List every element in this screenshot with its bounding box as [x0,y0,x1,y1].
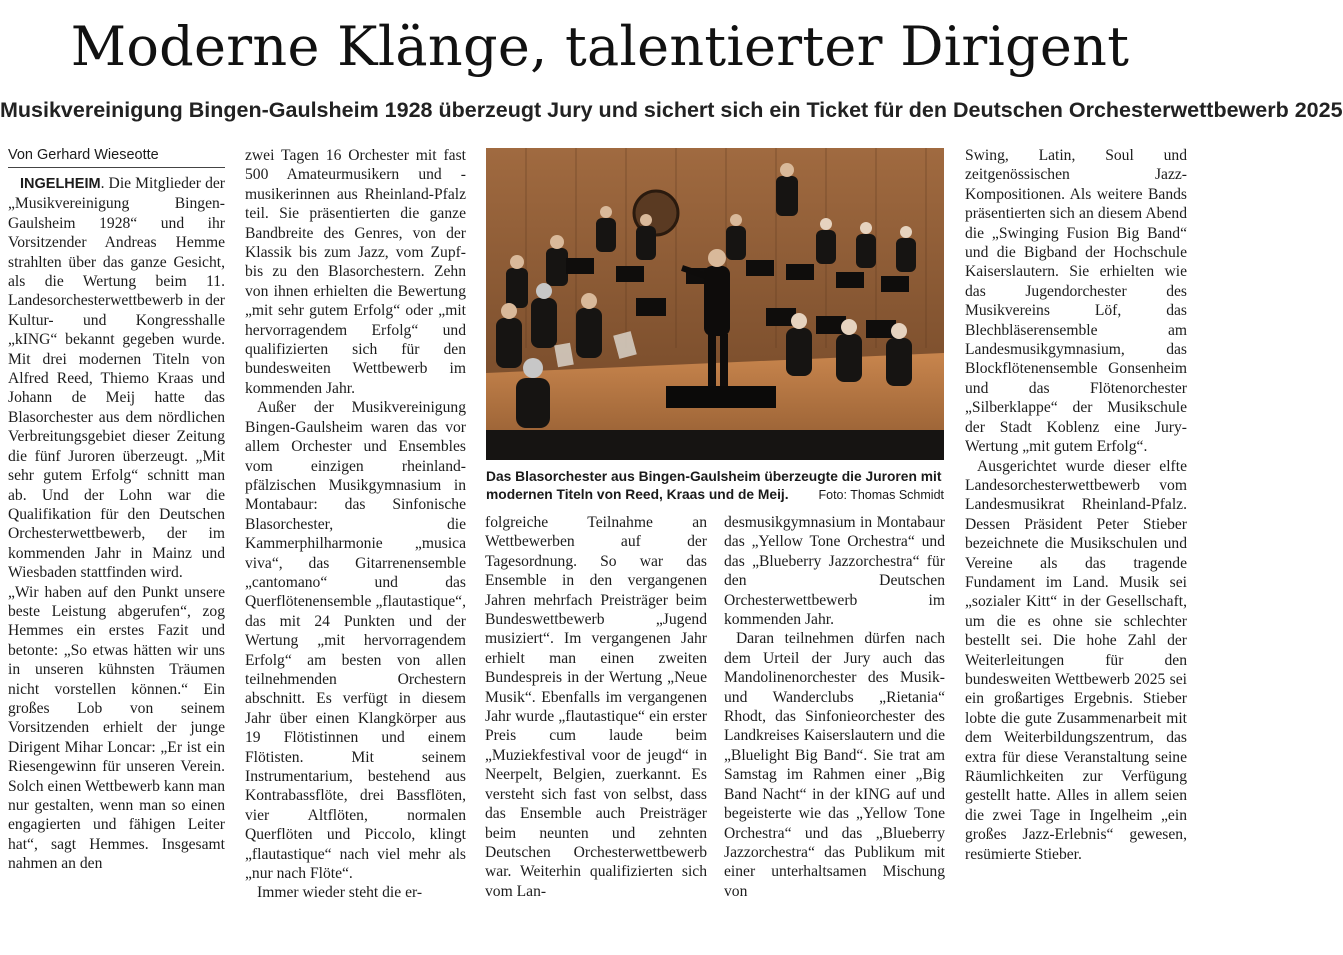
paragraph: „Wir haben auf den Punkt unsere beste Leistung abgerufen“, zog Hemmes ein erstes Fazit und betonte: „So etwas hätten wir uns in unseren kühnsten Träumen nicht vorstellen können.“ Ein großes Lob von seinem Vorsitzenden erhielt der junge Dirigent Mihar Loncar: „Er ist ein Riesengewinn für unseren Verein. Solch einen Wettbewerb kann man nur gestalten, wenn man so einen engagierten und fähigen Leiter hat“, sagt Hemmes. Insgesamt nahmen an den [8,583,225,873]
dateline: INGELHEIM [20,176,101,192]
article-column-2 [245,146,466,903]
article-column-3 [485,513,707,901]
article-column-1 [8,146,225,874]
byline: Von Gerhard Wieseotte [8,146,225,168]
paragraph: Ausgerichtet wurde dieser elfte Landesorchesterwettbewerb vom Landesmusikrat Rheinland-Pfalz. Dessen Präsident Peter Stieber bezeichnete die Musikschulen und Vereine als das tragende Fundament im Land. Musik sei „sozialer Kitt“ in der Gesellschaft, um die es ohne sie schlechter bestellt sei. Die hohe Zahl der Weiterleitungen für den bundesweiten Wettbewerb 2025 sei ein großartiges Ergebnis. Stieber lobte die gute Zusammenarbeit mit dem Weiterbildungszentrum, das extra für diese Veranstaltung seine Räumlichkeiten zur Verfügung gestellt hatte. Alles in allem seien die zwei Tage in Ingelheim „ein großes Jazz-Erlebnis“ gewesen, resümierte Stieber. [965,457,1187,863]
subheadline: Musikvereinigung Bingen-Gaulsheim 1928 überzeugt Jury und sichert sich ein Ticket für den Deutschen Orchesterwettbewerb 2025 [0,98,1343,122]
article-column-5 [965,146,1187,864]
orchestra-photo [486,148,944,460]
photo-caption [486,468,944,504]
paragraph: zwei Tagen 16 Orchester mit fast 500 Amateurmusikern und -musikerinnen aus Rheinland-Pfalz teil. Sie präsentierten die ganze Bandbreite des Genres, von der Klassik bis zum Jazz, vom Zupf- bis zu den Blasorchestern. Zehn von ihnen erhielten die Bewertung „mit sehr gutem Erfolg“ oder „mit hervorragendem Erfolg“ und qualifizierten sich für den bundesweiten Wettbewerb im kommenden Jahr. [245,147,466,397]
article-column-4 [724,513,945,901]
paragraph: Daran teilnehmen dürfen nach dem Urteil der Jury auch das Mandolinenorchester des Musik- und Wanderclubs „Rietania“ Rhodt, das Sinfonieorchester des Landkreises Kaiserslautern und die „Bluelight Big Band“. Sie trat am Samstag im Rahmen einer „Big Band Nacht“ in der kING auf und begeisterte wie das „Yellow Tone Orchestra“ und das „Blueberry Jazzorchestra“ das Publikum mit einer unterhaltsamen Mischung von [724,630,945,900]
caption-text: Das Blasorchester aus Bingen-Gaulsheim überzeugte die Juroren mit modernen Titeln von Reed, Kraas und de Meij. [486,469,942,502]
paragraph: INGELHEIM. Die Mitglieder der „Musikvereinigung Bingen-Gaulsheim 1928“ und ihr Vorsitzender Andreas Hemme strahlten über das ganze Gesicht, als die Wertung beim 11. Landesorchesterwettbewerb in der Kultur- und Kongresshalle „kING“ bekannt gegeben wurde. Mit drei modernen Titeln von Alfred Reed, Thiemo Kraas und Johann de Meij hatte das Blasorchester aus dem nördlichen Verbreitungsgebiet dieser Zeitung die fünf Juroren überzeugt. „Mit sehr gutem Erfolg“ schnitt man ab. Und der Lohn war die Qualifikation für den Deutschen Orchesterwettbewerb, der im kommenden Jahr in Mainz und Wiesbaden stattfinden wird. [8,175,225,582]
paragraph: Außer der Musikvereinigung Bingen-Gaulsheim waren das vor allem Orchester und Ensembles vom einzigen rheinland-pfälzischen Musikgymnasium in Montabaur: das Sinfonische Blasorchester, die Kammerphilharmonie „musica viva“, das Gitarrenensemble „cantomano“ und das Querflötenensemble „flautastique“, das mit 24 Punkten und der Wertung „mit hervorragendem Erfolg“ am besten von allen teilnehmenden Orchestern abschnitt. Es verfügt in diesem Jahr über einen Klangkörper aus 19 Flötistinnen und einem Flötisten. Mit seinem Instrumentarium, bestehend aus Kontrabassflöte, drei Bassflöten, vier Altflöten, normalen Querflöten und Piccolo, klingt „flautastique“ nach viel mehr als „nur nach Flöte“. [245,399,466,883]
paragraph: folgreiche Teilnahme an Wettbewerben auf der Tagesordnung. So war das Ensemble in den vergangenen Jahren mehrfach Preisträger beim Bundeswettbewerb „Jugend musiziert“. Im vergangenen Jahr erhielt man einen zweiten Bundespreis in der Wertung „Neue Musik“. Ebenfalls im vergangenen Jahr wurde „flautastique“ ein erster Preis cum laude beim „Muziekfestival voor de jeugd“ in Neerpelt, Belgien, zuerkannt. Es versteht sich fast von selbst, dass das Ensemble auch Preisträger beim neunten und zehnten Deutschen Orchesterwettbewerb war. Weiterhin qualifizierten sich vom Lan- [485,514,707,900]
paragraph: desmusikgymnasium in Montabaur das „Yellow Tone Orchestra“ und das „Blueberry Jazzorchestra“ für den Deutschen Orchesterwettbewerb im kommenden Jahr. [724,514,945,629]
photo-credit: Foto: Thomas Schmidt [818,488,944,502]
paragraph: Immer wieder steht die er- [257,884,423,902]
paragraph: Swing, Latin, Soul und zeitgenössischen Jazz-Kompositionen. Als weitere Bands präsentierten sich an diesem Abend die „Swinging Fusion Big Band“ und die Bigband der Hochschule Kaiserslautern. Sie erhielten wie das Jugendorchester des Musikvereins Löf, das Blechbläserensemble am Landesmusikgymnasium, das Blockflötenensemble Gonsenheim und das Flötenorchester „Silberklappe“ der Musikschule der Stadt Koblenz eine Jury-Wertung „mit gutem Erfolg“. [965,147,1187,456]
headline: Moderne Klänge, talentierter Dirigent [70,15,1130,78]
